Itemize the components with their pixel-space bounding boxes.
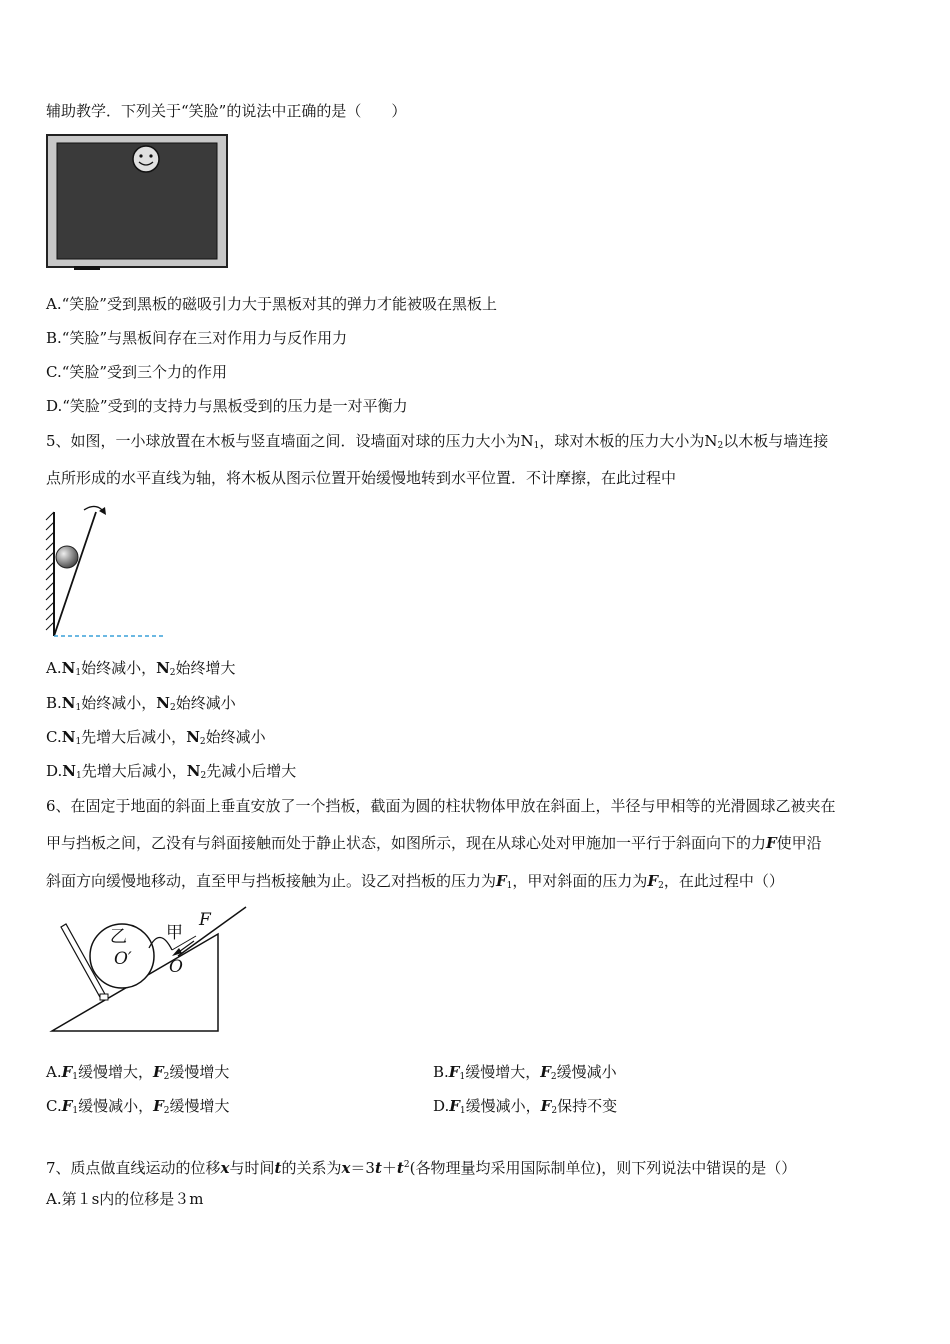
q4-stem: 辅助教学．下列关于“笑脸”的说法中正确的是（ ） [46, 102, 407, 120]
q6-option-a: $A.F_1$缓慢增大，$F_2$缓慢增大 [46, 1063, 230, 1082]
q4-option-d: D.“笑脸”受到的支持力与黑板受到的压力是一对平衡力 [46, 397, 408, 415]
q4-option-b: B.“笑脸”与黑板间存在三对作用力与反作用力 [46, 329, 348, 347]
q5-option-d: $D.N_1$先增大后减小，$N_2$先减小后增大 [46, 762, 297, 781]
label-jia: 甲 [166, 923, 183, 943]
q7-option-a: A.第１s内的位移是３m [46, 1190, 204, 1208]
q6-stem-line2: 甲与挡板之间，乙没有与斜面接触而处于静止状态，如图所示，现在从球心处对甲施加一平行于斜面向下的力F使甲沿 [46, 834, 822, 852]
q5-stem-line2: 点所形成的水平直线为轴，将木板从图示位置开始缓慢地转到水平位置．不计摩擦，在此过程中 [46, 469, 677, 487]
label-o-prime: O′ [114, 949, 132, 969]
q4-option-a: A.“笑脸”受到黑板的磁吸引力大于黑板对其的弹力才能被吸在黑板上 [46, 295, 497, 313]
smiley-face-icon [133, 146, 159, 172]
label-yi: 乙 [110, 927, 127, 947]
label-f: F [199, 910, 211, 930]
q6-option-b: $B.F_1$缓慢增大，$F_2$缓慢减小 [433, 1063, 617, 1082]
q6-stem-line3: 斜面方向缓慢地移动，直至甲与挡板接触为止。设乙对挡板的压力为$F_1$，甲对斜面的压力为$F_2$，在此过程中（） [46, 872, 784, 891]
q4-option-c: C.“笑脸”受到三个力的作用 [46, 363, 228, 381]
label-o: O [169, 957, 183, 977]
q6-stem-line1: 6、在固定于地面的斜面上垂直安放了一个挡板，截面为圆的柱状物体甲放在斜面上，半径与甲相等的光滑圆球乙被夹在 [46, 797, 836, 815]
wall-board-ball-figure [44, 500, 168, 642]
q6-option-c: $C.F_1$缓慢减小，$F_2$缓慢增大 [46, 1097, 230, 1116]
q7-stem: 7、质点做直线运动的位移x与时间t的关系为$x=3t+t^2$(各物理量均采用国际制单位)，则下列说法中错误的是（） [46, 1159, 797, 1177]
q5-option-a: $A.N_1$始终减小，$N_2$始终增大 [46, 659, 236, 678]
incline-cylinder-ball-figure [48, 904, 252, 1036]
q5-option-c: $C.N_1$先增大后减小，$N_2$始终减小 [46, 728, 266, 747]
q5-option-b: $B.N_1$始终减小，$N_2$始终减小 [46, 694, 236, 713]
q5-stem-line1: 5、如图，一小球放置在木板与竖直墙面之间．设墙面对球的压力大小为$N_1$，球对木板的压力大小为$N_2$以木板与墙连接 [46, 432, 829, 451]
q6-option-d: $D.F_1$缓慢减小，$F_2$保持不变 [433, 1097, 618, 1116]
blackboard-figure [46, 134, 230, 272]
